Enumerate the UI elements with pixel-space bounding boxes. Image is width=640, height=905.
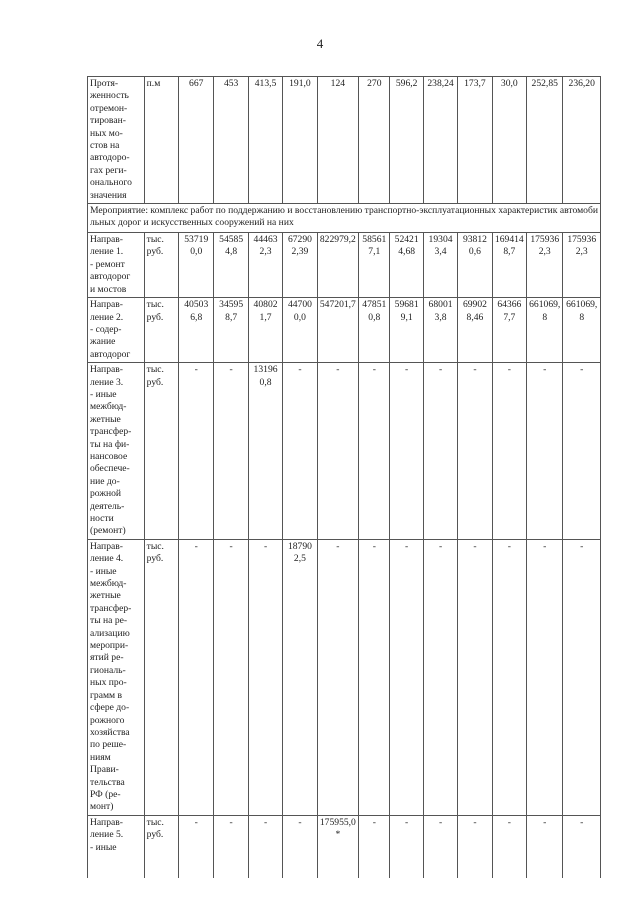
value-cell: 270: [359, 77, 390, 204]
unit-cell: тыс. руб.: [144, 539, 178, 815]
value-cell: -: [563, 539, 601, 815]
value-cell: 1759362,3: [563, 233, 601, 298]
value-cell: -: [492, 815, 526, 878]
indicator-name: Направ- ление 1. - ремонт автодорог и мостов: [88, 233, 145, 298]
value-cell: 822979,2: [317, 233, 358, 298]
value-cell: 30,0: [492, 77, 526, 204]
value-cell: -: [458, 815, 492, 878]
value-cell: 661069,8: [563, 298, 601, 363]
value-cell: -: [359, 363, 390, 540]
indicator-name: Протя- женность отремон- тирован- ных мо- стов на автодоро- гах реги- онального значения: [88, 77, 145, 204]
value-cell: -: [179, 363, 214, 540]
table-row: [88, 233, 601, 298]
indicator-name: Направ- ление 4. - иные межбюд- жетные трансфер- ты на ре- ализацию меропри- ятий ре- гиональ- ных про- грамм в сфере до- рожного хозяйства по реше- ниям Прави- тельства РФ (ре- монт): [88, 539, 145, 815]
value-cell: 173,7: [458, 77, 492, 204]
value-cell: 124: [317, 77, 358, 204]
value-cell: -: [527, 815, 563, 878]
value-cell: 547201,7: [317, 298, 358, 363]
value-cell: -: [458, 539, 492, 815]
unit-cell: тыс. руб.: [144, 815, 178, 878]
indicator-name: Направ- ление 3. - иные межбюд- жетные трансфер- ты на фи- нансовое обеспече- ние до- рожной деятель- ности (ремонт): [88, 363, 145, 540]
value-cell: 1694148,7: [492, 233, 526, 298]
value-cell: 447000,0: [283, 298, 317, 363]
indicator-name: Направ- ление 2. - содер- жание автодорог: [88, 298, 145, 363]
table-row: [88, 539, 601, 815]
value-cell: -: [390, 815, 423, 878]
table-row: [88, 204, 601, 233]
value-cell: -: [423, 539, 457, 815]
value-cell: -: [214, 815, 248, 878]
value-cell: -: [179, 539, 214, 815]
value-cell: -: [527, 363, 563, 540]
value-cell: -: [458, 363, 492, 540]
value-cell: 1759362,3: [527, 233, 563, 298]
value-cell: 545854,8: [214, 233, 248, 298]
value-cell: 537190,0: [179, 233, 214, 298]
table-row: [88, 363, 601, 540]
unit-cell: тыс. руб.: [144, 298, 178, 363]
value-cell: 643667,7: [492, 298, 526, 363]
value-cell: -: [317, 363, 358, 540]
value-cell: 444632,3: [248, 233, 282, 298]
value-cell: 238,24: [423, 77, 457, 204]
value-cell: -: [317, 539, 358, 815]
value-cell: 596819,1: [390, 298, 423, 363]
value-cell: -: [214, 539, 248, 815]
value-cell: 252,85: [527, 77, 563, 204]
section-heading: Мероприятие: комплекс работ по поддержанию и восстановлению транспортно-эксплуатационных характеристик автомобильных дорог и искусственных сооружений на них: [88, 204, 601, 233]
value-cell: -: [283, 815, 317, 878]
value-cell: 524214,68: [390, 233, 423, 298]
value-cell: 672902,39: [283, 233, 317, 298]
value-cell: -: [359, 815, 390, 878]
value-cell: -: [359, 539, 390, 815]
table-row: [88, 77, 601, 204]
page-number: 4: [316, 36, 324, 51]
value-cell: 680013,8: [423, 298, 457, 363]
value-cell: -: [390, 539, 423, 815]
indicators-table: [87, 76, 601, 878]
unit-cell: тыс. руб.: [144, 363, 178, 540]
value-cell: -: [492, 363, 526, 540]
table-row: [88, 815, 601, 878]
value-cell: -: [563, 363, 601, 540]
value-cell: -: [248, 539, 282, 815]
value-cell: -: [527, 539, 563, 815]
value-cell: 345958,7: [214, 298, 248, 363]
value-cell: 585617,1: [359, 233, 390, 298]
value-cell: -: [423, 815, 457, 878]
value-cell: 478510,8: [359, 298, 390, 363]
unit-cell: п.м: [144, 77, 178, 204]
value-cell: 667: [179, 77, 214, 204]
value-cell: -: [214, 363, 248, 540]
value-cell: 193043,4: [423, 233, 457, 298]
unit-cell: тыс. руб.: [144, 233, 178, 298]
value-cell: 938120,6: [458, 233, 492, 298]
value-cell: 405036,8: [179, 298, 214, 363]
value-cell: 131960,8: [248, 363, 282, 540]
table-row: [88, 298, 601, 363]
value-cell: -: [179, 815, 214, 878]
indicator-name: Направ- ление 5. - иные: [88, 815, 145, 878]
value-cell: 413,5: [248, 77, 282, 204]
value-cell: 408021,7: [248, 298, 282, 363]
value-cell: -: [492, 539, 526, 815]
value-cell: -: [563, 815, 601, 878]
value-cell: 596,2: [390, 77, 423, 204]
value-cell: 236,20: [563, 77, 601, 204]
value-cell: 191,0: [283, 77, 317, 204]
value-cell: -: [248, 815, 282, 878]
value-cell: 175955,0*: [317, 815, 358, 878]
value-cell: -: [390, 363, 423, 540]
value-cell: -: [283, 363, 317, 540]
value-cell: 699028,46: [458, 298, 492, 363]
value-cell: -: [423, 363, 457, 540]
value-cell: 661069,8: [527, 298, 563, 363]
value-cell: 453: [214, 77, 248, 204]
value-cell: 187902,5: [283, 539, 317, 815]
